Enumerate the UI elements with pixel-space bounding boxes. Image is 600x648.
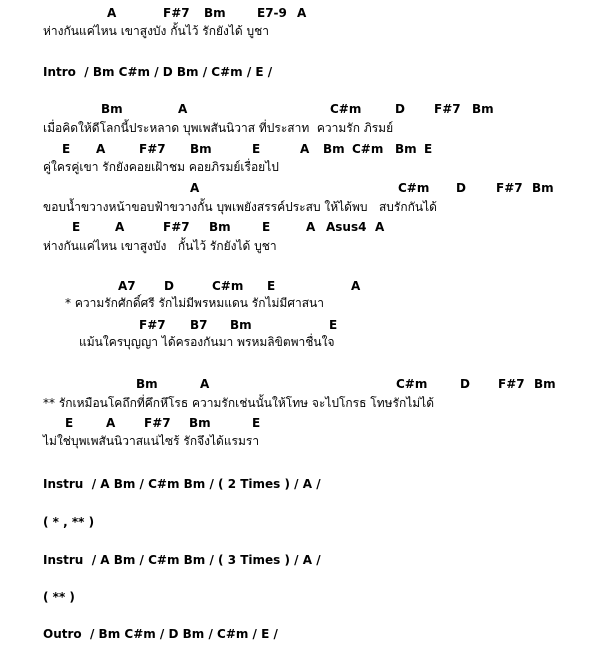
section-line: Instru / A Bm / C#m Bm / ( 3 Times ) / A / — [43, 553, 321, 567]
chord-symbol: D — [456, 181, 466, 195]
lyric-line: ** รักเหมือนโคถึกที่คึกหึโรธ ความรักเช่นนั้นให้โทษ จะไปโกรธ โทษรักไม่ได้ — [43, 396, 435, 410]
chord-symbol: E — [424, 142, 433, 156]
chord-symbol: A — [200, 377, 210, 391]
chord-symbol: A — [106, 416, 116, 430]
chord-symbol: E7-9 — [257, 6, 287, 20]
chord-symbol: A7 — [118, 279, 136, 293]
chord-symbol: C#m — [398, 181, 430, 195]
chord-symbol: D — [164, 279, 174, 293]
chord-symbol: Bm — [323, 142, 345, 156]
chord-symbol: E — [252, 416, 261, 430]
chord-symbol: A — [306, 220, 316, 234]
chord-symbol: Bm — [534, 377, 556, 391]
section-line: Outro / Bm C#m / D Bm / C#m / E / — [43, 627, 278, 641]
chord-symbol: F#7 — [498, 377, 525, 391]
chord-symbol: E — [252, 142, 261, 156]
lyric-line: ห่างกันแค่ไหน เขาสูงบัง กั้นไว้ รักยังได้ บูชา — [43, 239, 277, 253]
chord-symbol: E — [329, 318, 338, 332]
chord-symbol: D — [395, 102, 405, 116]
chord-symbol: E — [267, 279, 276, 293]
chord-symbol: Bm — [209, 220, 231, 234]
chord-symbol: Bm — [230, 318, 252, 332]
chord-symbol: A — [297, 6, 307, 20]
chord-symbol: F#7 — [144, 416, 171, 430]
chord-symbol: Bm — [101, 102, 123, 116]
chord-symbol: Bm — [204, 6, 226, 20]
chord-symbol: C#m — [212, 279, 244, 293]
chord-symbol: A — [96, 142, 106, 156]
chord-symbol: F#7 — [496, 181, 523, 195]
chord-symbol: C#m — [396, 377, 428, 391]
chord-symbol: F#7 — [163, 6, 190, 20]
chord-symbol: Bm — [136, 377, 158, 391]
chord-symbol: Bm — [472, 102, 494, 116]
chord-symbol: A — [107, 6, 117, 20]
chord-symbol: F#7 — [163, 220, 190, 234]
chord-symbol: Bm — [189, 416, 211, 430]
lyric-line: ขอบน้ำขวางหน้าขอบฟ้าขวางกั้น บุพเพยังสรรค์ประสบ ให้ได้พบ สบรักกันได้ — [43, 200, 437, 214]
section-line: ( * , ** ) — [43, 515, 95, 529]
chord-symbol: A — [115, 220, 125, 234]
chord-symbol: E — [72, 220, 81, 234]
section-line: Intro / Bm C#m / D Bm / C#m / E / — [43, 65, 273, 79]
lyric-line: เมื่อคิดให้ดีโลกนี้ประหลาด บุพเพสันนิวาส ที่ประสาท ความรัก ภิรมย์ — [43, 121, 394, 135]
chord-symbol: B7 — [190, 318, 208, 332]
chord-symbol: E — [62, 142, 71, 156]
chord-symbol: Bm — [532, 181, 554, 195]
chord-symbol: Bm — [395, 142, 417, 156]
chord-symbol: C#m — [330, 102, 362, 116]
chord-symbol: A — [190, 181, 200, 195]
section-line: Instru / A Bm / C#m Bm / ( 2 Times ) / A / — [43, 477, 321, 491]
chord-symbol: F#7 — [139, 142, 166, 156]
chord-symbol: E — [65, 416, 74, 430]
chord-symbol: D — [460, 377, 470, 391]
section-line: ( ** ) — [43, 590, 75, 604]
chord-symbol: Asus4 — [326, 220, 367, 234]
lyric-line: * ความรักศักดิ์ศรี รักไม่มีพรหมแดน รักไม่มีศาสนา — [65, 296, 324, 310]
chord-symbol: C#m — [352, 142, 384, 156]
lyric-line: ไม่ใช่บุพเพสันนิวาสแน่ไซร้ รักจึงได้แรมรา — [43, 434, 260, 448]
chord-symbol: A — [351, 279, 361, 293]
chord-symbol: F#7 — [139, 318, 166, 332]
chord-symbol: F#7 — [434, 102, 461, 116]
chord-symbol: A — [300, 142, 310, 156]
chord-symbol: A — [178, 102, 188, 116]
chord-symbol: E — [262, 220, 271, 234]
chord-symbol: A — [375, 220, 385, 234]
lyric-line: คู่ใครคู่เขา รักยังคอยเฝ้าชม คอยภิรมย์เรื่อยไป — [43, 160, 279, 174]
lyric-line: แม้นใครบุญญา ได้ครองกันมา พรหมลิขิตพาชื่นใจ — [79, 335, 335, 349]
lyric-line: ห่างกันแค่ไหน เขาสูงบัง กั้นไว้ รักยังได้ บูชา — [43, 24, 270, 38]
chord-symbol: Bm — [190, 142, 212, 156]
